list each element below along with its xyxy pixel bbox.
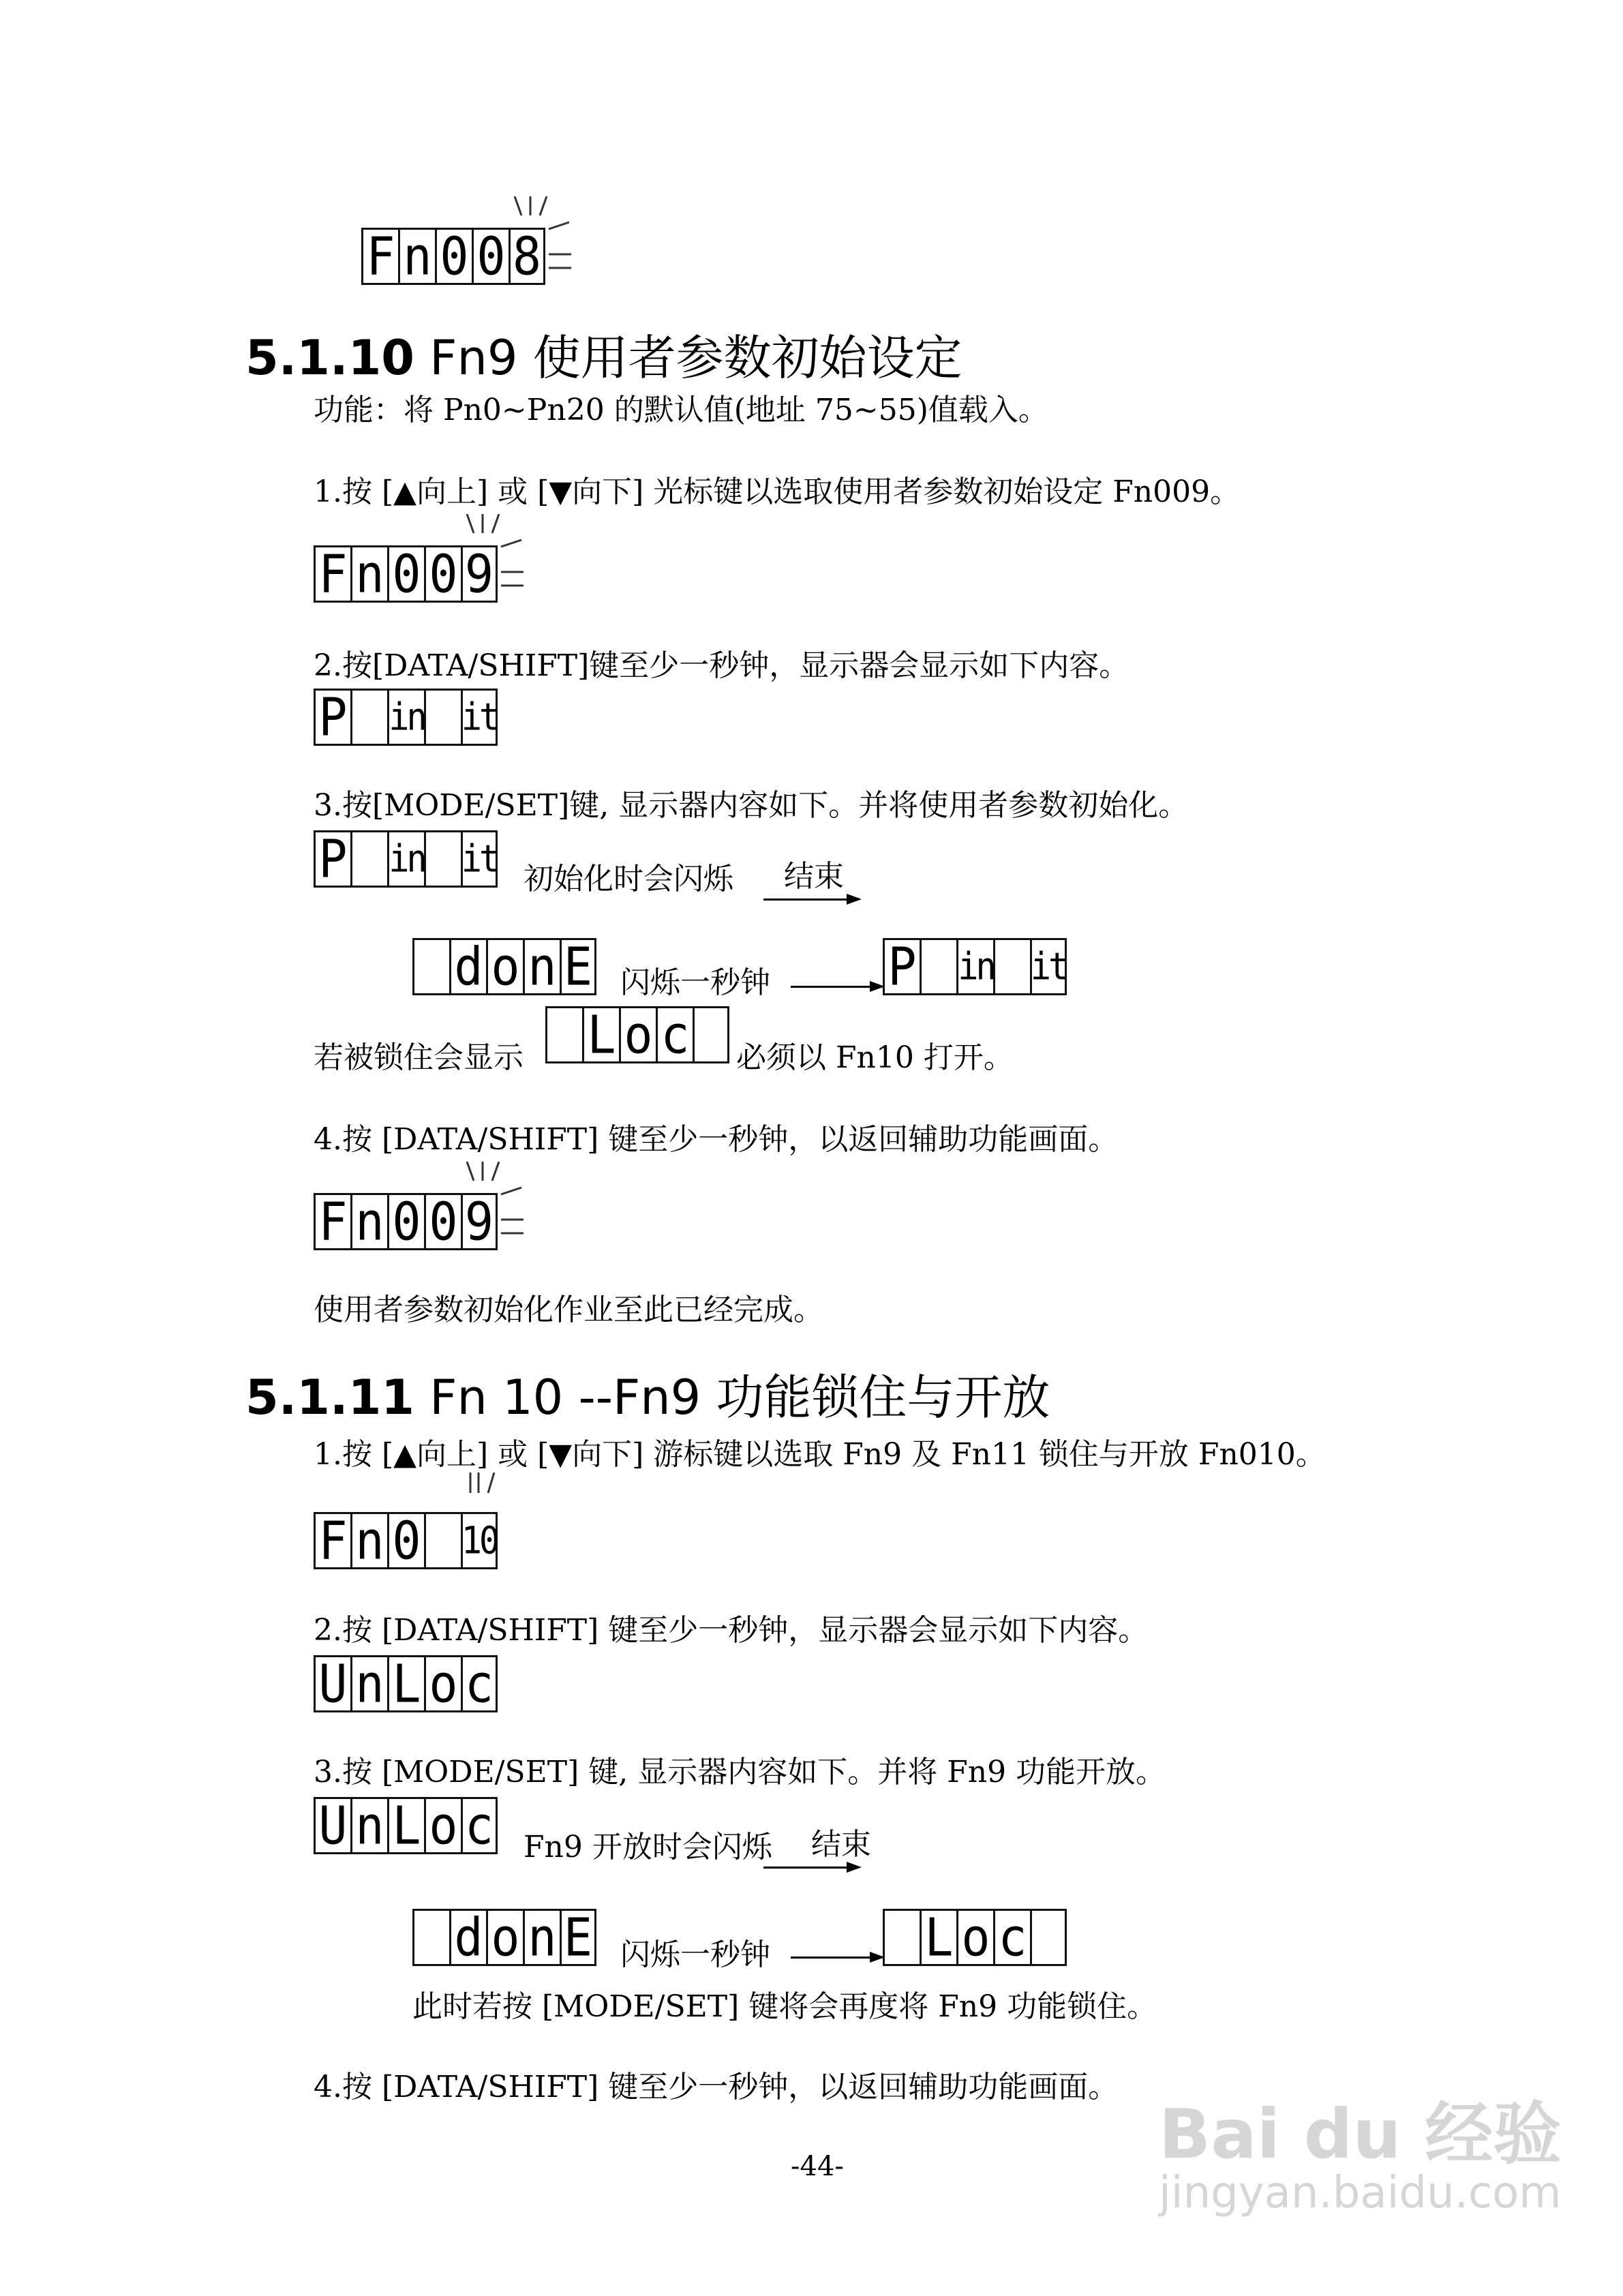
arrow-right-icon [791,986,882,988]
relock-note: 此时若按 [MODE/SET] 键将会再度将 Fn9 功能锁住。 [412,1989,1157,2024]
step-3: 3.按[MODE/SET]键, 显示器内容如下。并将使用者参数初始化。 [314,788,1189,823]
display-pinit-result [883,935,1067,998]
lcd-digit-char: o [491,935,520,998]
flash-label: 闪烁一秒钟 [620,965,770,1000]
lcd-digit [387,545,424,603]
lcd-digit-char: 0 [392,543,421,605]
lcd-digit-char: 0 [429,543,458,605]
lcd-digit [314,1652,350,1715]
lcd-digit [560,935,596,998]
lcd-digit [424,1652,461,1715]
lcd-digit-char: F [366,225,395,288]
lcd-digit-char: 9 [464,1190,494,1253]
lcd-digit [412,938,449,995]
lcd-digit-char: n [355,1190,384,1253]
lcd-digit [361,225,398,288]
blink-note: 初始化时会闪烁 [524,862,733,896]
display-pinit-blinking [314,830,498,888]
lcd-digit [486,935,523,998]
step-3: 3.按 [MODE/SET] 键, 显示器内容如下。并将 Fn9 功能开放。 [314,1755,1166,1789]
lcd-digit [412,1909,449,1966]
lcd-digit-char: 0 [392,1509,421,1572]
lcd-digit-char: o [429,1652,458,1715]
lcd-digit-char: L [587,1003,616,1066]
lcd-digit [350,830,387,888]
lcd-digit [314,686,350,749]
lcd-digit [424,689,461,746]
lcd-digit-char: 9 [464,543,494,605]
lcd-digit [314,1190,350,1253]
step-2: 2.按 [DATA/SHIFT] 键至少一秒钟，显示器会显示如下内容。 [314,1613,1149,1648]
blink-indicator-icon [504,196,573,288]
lcd-digit-char: n [355,543,384,605]
lcd-digit-char: c [998,1906,1027,1969]
lcd-digit [314,1794,350,1857]
lcd-digit-char: it [461,837,498,881]
lcd-digit-char: 8 [512,225,542,288]
lcd-digit-char: U [318,1794,348,1857]
lcd-digit-char: it [1030,945,1067,988]
lcd-digit [560,1906,596,1969]
lcd-digit-char: d [454,1906,483,1969]
blink-indicator-icon [457,514,525,603]
display-done [412,1906,596,1969]
lcd-digit [523,1906,560,1969]
lcd-digit [424,830,461,888]
step-1: 1.按 [▲向上] 或 [▼向下] 光标键以选取使用者参数初始设定 Fn009。 [314,474,1241,509]
section-heading-5-1-10 [245,330,962,386]
display-unloc-blinking [314,1794,498,1857]
completion-note: 使用者参数初始化作业至此已经完成。 [314,1293,823,1327]
lcd-digit-char: n [403,225,432,288]
lcd-digit [424,1512,461,1569]
lcd-digit [314,545,350,603]
lcd-digit-char: U [318,1652,348,1715]
lcd-digit [545,1006,582,1063]
lcd-digit [461,830,498,888]
lcd-digit-char: c [464,1652,494,1715]
lcd-digit-char: n [355,1652,384,1715]
step-4: 4.按 [DATA/SHIFT] 键至少一秒钟，以返回辅助功能画面。 [314,1122,1119,1157]
lcd-digit-char: c [661,1003,690,1066]
lcd-digit [920,1906,956,1969]
blink-indicator-icon [457,1162,525,1253]
locked-prefix: 若被锁住会显示 [314,1040,524,1075]
lcd-digit [461,1652,498,1715]
lcd-digit-char: o [961,1906,990,1969]
lcd-digit [993,938,1030,995]
lcd-digit [993,1906,1030,1969]
lcd-digit-char: L [392,1652,421,1715]
section-number: 5.1.10 [245,330,415,386]
lcd-digit [656,1003,693,1066]
lcd-digit [350,545,387,603]
lcd-digit [1030,938,1067,995]
blink-indicator-icon [464,1472,504,1500]
arrow-right-icon [763,898,859,901]
lcd-digit [387,830,424,888]
lcd-digit [619,1003,656,1066]
lcd-digit-char: 0 [476,225,506,288]
lcd-digit [387,1652,424,1715]
lcd-digit [350,1794,387,1857]
section-number: 5.1.11 [245,1370,415,1425]
section-title: Fn9 使用者参数初始设定 [414,330,962,386]
locked-suffix: 必须以 Fn10 打开。 [736,1040,1014,1075]
lcd-digit-char: 0 [392,1190,421,1253]
section-title: Fn 10 --Fn9 功能锁住与开放 [414,1370,1050,1425]
lcd-digit-char: o [624,1003,653,1066]
lcd-digit-char: E [563,1906,593,1969]
lcd-digit-char: c [464,1794,494,1857]
end-label: 结束 [784,859,844,894]
lcd-digit [424,545,461,603]
lcd-digit-char: 0 [429,1190,458,1253]
lcd-digit [424,1794,461,1857]
lcd-digit-char: 10 [461,1519,498,1562]
lcd-digit [424,1190,461,1253]
lcd-digit [883,1909,920,1966]
lcd-digit [472,225,509,288]
lcd-digit-char: in [389,837,425,881]
step-4: 4.按 [DATA/SHIFT] 键至少一秒钟，以返回辅助功能画面。 [314,2070,1119,2104]
lcd-digit [883,935,920,998]
blink-note: Fn9 开放时会闪烁 [524,1830,772,1864]
watermark-url: jingyan.baidu.com [1159,2168,1562,2218]
lcd-digit-char: P [318,828,348,890]
lcd-digit-char: 0 [440,225,469,288]
lcd-digit [387,1794,424,1857]
lcd-digit [461,1794,498,1857]
lcd-digit-char: n [528,935,557,998]
lcd-digit-char: L [924,1906,954,1969]
lcd-digit [920,938,956,995]
lcd-digit [486,1906,523,1969]
section-heading-5-1-11 [245,1370,1050,1425]
step-1: 1.按 [▲向上] 或 [▼向下] 游标键以选取 Fn9 及 Fn11 锁住与开放 Fn010。 [314,1437,1326,1472]
function-line: 功能：将 Pn0~Pn20 的默认值(地址 75~55)值载入。 [314,393,1048,427]
lcd-digit-char: it [461,695,498,739]
lcd-digit [956,1906,993,1969]
lcd-digit [387,1190,424,1253]
lcd-digit-char: L [392,1794,421,1857]
lcd-digit-char: in [389,695,425,739]
display-loc [545,1003,729,1066]
lcd-digit [435,225,472,288]
page-number: -44- [791,2151,844,2182]
lcd-digit-char: n [355,1794,384,1857]
lcd-digit [461,689,498,746]
lcd-digit [461,1512,498,1569]
lcd-digit [387,689,424,746]
lcd-digit [449,935,486,998]
lcd-digit-char: o [429,1794,458,1857]
display-fn010 [314,1509,498,1572]
lcd-digit [398,225,435,288]
lcd-digit-char: F [318,543,348,605]
lcd-digit-char: n [355,1509,384,1572]
lcd-digit [582,1003,619,1066]
flash-label: 闪烁一秒钟 [620,1937,770,1972]
lcd-digit [1030,1909,1067,1966]
lcd-digit [693,1006,729,1063]
lcd-digit-char: P [318,686,348,749]
display-done [412,935,596,998]
lcd-digit [956,938,993,995]
lcd-digit-char: in [958,945,994,988]
display-unloc [314,1652,498,1715]
lcd-digit [449,1906,486,1969]
lcd-digit [350,1652,387,1715]
arrow-right-icon [763,1867,859,1869]
display-loc-result [883,1906,1067,1969]
step-2: 2.按[DATA/SHIFT]键至少一秒钟，显示器会显示如下内容。 [314,648,1129,683]
lcd-digit-char: F [318,1509,348,1572]
lcd-digit [314,830,350,888]
display-pinit [314,686,498,749]
lcd-digit-char: P [888,935,917,998]
lcd-digit [314,1509,350,1572]
lcd-digit-char: F [318,1190,348,1253]
end-label: 结束 [811,1827,871,1862]
lcd-digit [387,1509,424,1572]
arrow-right-icon [791,1957,882,1959]
lcd-digit-char: d [454,935,483,998]
lcd-digit [350,689,387,746]
lcd-digit [350,1190,387,1253]
watermark-brand: Bai du 经验 [1159,2094,1562,2174]
lcd-digit-char: o [491,1906,520,1969]
lcd-digit [523,935,560,998]
lcd-digit-char: E [563,935,593,998]
lcd-digit [350,1509,387,1572]
lcd-digit-char: n [528,1906,557,1969]
